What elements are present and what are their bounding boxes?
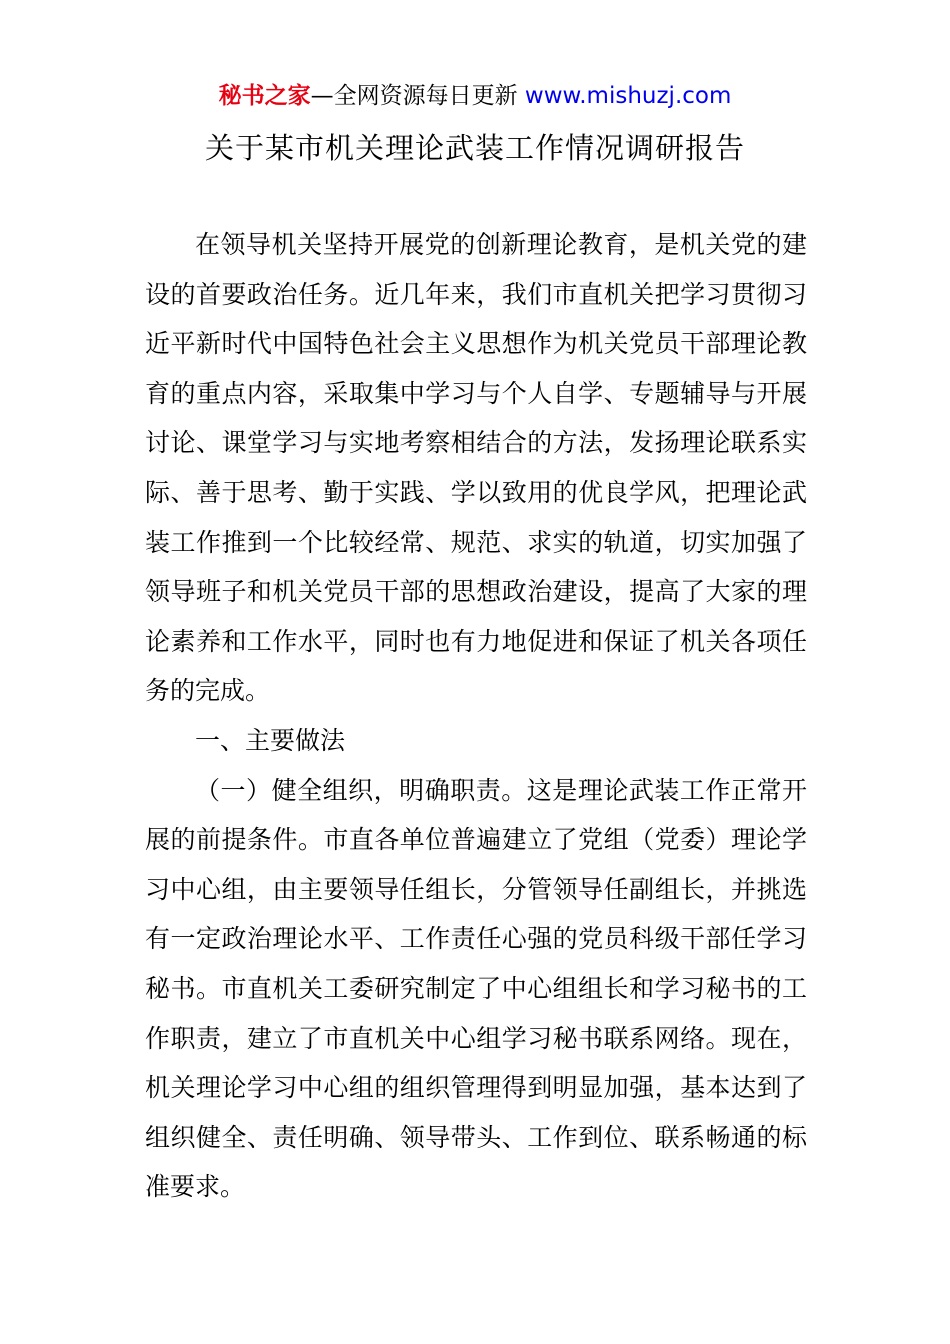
document-title: 关于某市机关理论武装工作情况调研报告 xyxy=(204,131,745,165)
subsection-paragraph: （一）健全组织，明确职责。这是理论武装工作正常开展的前提条件。市直各单位普遍建立了党组（党委）理论学习中心组，由主要领导任组长，分管领导任副组长，并挑选有一定政治理论水平、工作责任心强的党员科级干部任学习秘书。市直机关工委研究制定了中心组组长和学习秘书的工作职责，建立了市直机关中心组学习秘书联系网络。现在，机关理论学习中心组的组织管理得到明显加强，基本达到了组织健全、责任明确、领导带头、工作到位、联系畅通的标准要求。 xyxy=(145,775,807,1202)
document-body xyxy=(145,220,807,1212)
banner-tagline: —全网资源每日更新 xyxy=(310,83,525,109)
site-url-link[interactable]: www.mishuzj.com xyxy=(524,83,732,109)
section-heading: 一、主要做法 xyxy=(195,725,346,755)
brand-name: 秘书之家 xyxy=(218,83,311,109)
intro-paragraph: 在领导机关坚持开展党的创新理论教育，是机关党的建设的首要政治任务。近几年来，我们市直机关把学习贯彻习近平新时代中国特色社会主义思想作为机关党员干部理论教育的重点内容，采取集中学习与个人自学、专题辅导与开展讨论、课堂学习与实地考察相结合的方法，发扬理论联系实际、善于思考、勤于实践、学以致用的优良学风，把理论武装工作推到一个比较经常、规范、求实的轨道，切实加强了领导班子和机关党员干部的思想政治建设，提高了大家的理论素养和工作水平，同时也有力地促进和保证了机关各项任务的完成。 xyxy=(145,230,807,706)
site-banner xyxy=(0,80,950,112)
